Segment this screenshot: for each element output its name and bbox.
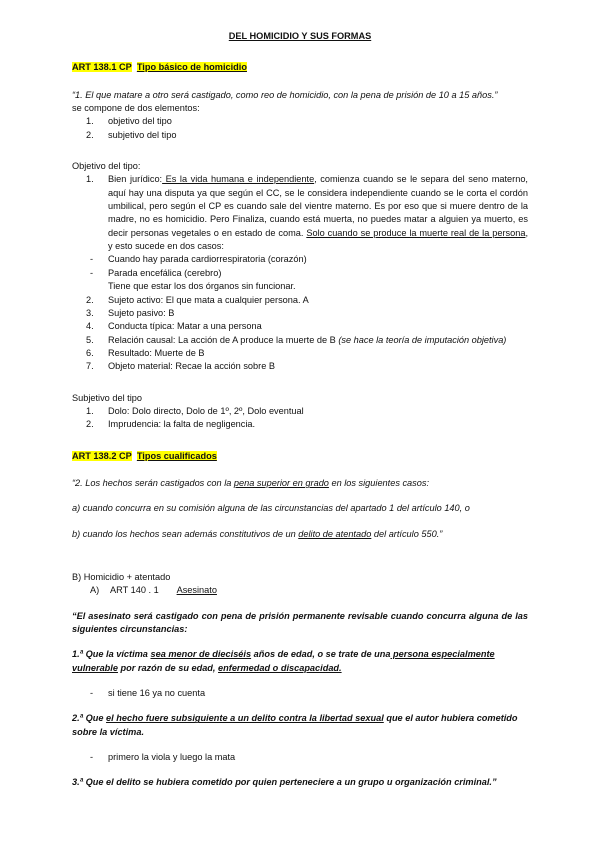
bien-juridico-item: 1. Bien jurídico: Es la vida humana e independiente, comienza cuando se le separa del seno materno, aquí hay una disputa ya que según el CC, se le considera independiente cuando se le corta el cordón umbilical, pero según el CP es cuando sale del vientre materno. Es por eso que si muere dentro de la madre, no es homicidio. Pero Finaliza, cuando está muerta, no puedes matar a alguien ya muerto, es decir personas vegetales o en estado de coma. Solo cuando se produce la muerte real de la persona, y esto sucede en dos casos: (86, 174, 528, 252)
death-cases-list (72, 253, 528, 280)
quote-paragraph: “2. Los hechos serán castigados con la pena superior en grado en los siguientes casos: (72, 477, 430, 488)
list-item: 5. Relación causal: La acción de A produce la muerte de B (se hace la teoría de imputación objetiva) (86, 334, 507, 345)
list-item: 2. Imprudencia: la falta de negligencia. (86, 419, 256, 430)
list-item: 7. Objeto material: Recae la acción sobre B (86, 361, 275, 372)
list-item: 4. Conducta típica: Matar a una persona (86, 321, 262, 332)
sub-heading-asesinato: A) ART 140 . 1 Asesinato (90, 585, 217, 596)
article-code: ART 138.2 CP (72, 450, 132, 461)
list-item: 1. Dolo: Dolo directo, Dolo de 1º, 2º, Dolo eventual (86, 405, 304, 416)
note-text: Tiene que estar los dos órganos sin funcionar. (108, 281, 296, 292)
tipo-items-list (72, 294, 528, 374)
list-item: 3. Sujeto pasivo: B (86, 307, 175, 318)
section-heading-subjetivo: Subjetivo del tipo (72, 392, 142, 403)
article-name: Tipos cualificados (136, 450, 217, 461)
circumstance-3: 3.ª Que el delito se hubiera cometido por quien perteneciere a un grupo u organización criminal.” (72, 777, 497, 788)
list-item: 6. Resultado: Muerte de B (86, 347, 205, 358)
article-heading-138-1 (72, 61, 528, 74)
quote-paragraph: a) cuando concurra en su comisión alguna de las circunstancias del apartado 1 del artículo 140, o (72, 503, 470, 514)
article-heading-138-2 (72, 450, 528, 463)
subjetivo-list (72, 405, 528, 432)
list-item: 1. objetivo del tipo (86, 116, 172, 127)
quote-paragraph: b) cuando los hechos sean además constitutivos de un delito de atentado del artículo 550.” (72, 528, 443, 539)
circumstance-2: 2.ª Que el hecho fuere subsiguiente a un delito contra la libertad sexual que el autor hubiera cometido sobre la víctima. (72, 713, 518, 737)
list-item: - primero la viola y luego la mata (90, 752, 236, 763)
elements-list (72, 115, 528, 142)
document-title: DEL HOMICIDIO Y SUS FORMAS (228, 31, 372, 41)
section-heading-b: B) Homicidio + atentado (72, 571, 171, 582)
list-item: 2. Sujeto activo: El que mata a cualquier persona. A (86, 294, 309, 305)
circumstance-1: 1.ª Que la víctima sea menor de dieciséis años de edad, o se trate de una persona especialmente vulnerable por razón de su edad, enfermedad o discapacidad. (72, 649, 495, 673)
intro-text: se compone de dos elementos: (72, 103, 200, 114)
section-heading-objetivo: Objetivo del tipo: (72, 161, 141, 172)
article-quote: “1. El que matare a otro será castigado, como reo de homicidio, con la pena de prisión de 10 a 15 años.” (72, 89, 498, 100)
article-code: ART 138.1 CP (72, 62, 132, 73)
list-item: - Parada encefálica (cerebro) (90, 267, 222, 278)
quote-paragraph: “El asesinato será castigado con pena de prisión permanente revisable cuando concurra alguna de las siguientes circunstancias: (72, 610, 528, 634)
list-item: - si tiene 16 ya no cuenta (90, 688, 206, 699)
list-item: 2. subjetivo del tipo (86, 129, 177, 140)
article-name: Tipo básico de homicidio (136, 62, 247, 73)
list-item: - Cuando hay parada cardiorrespiratoria (corazón) (90, 254, 307, 265)
